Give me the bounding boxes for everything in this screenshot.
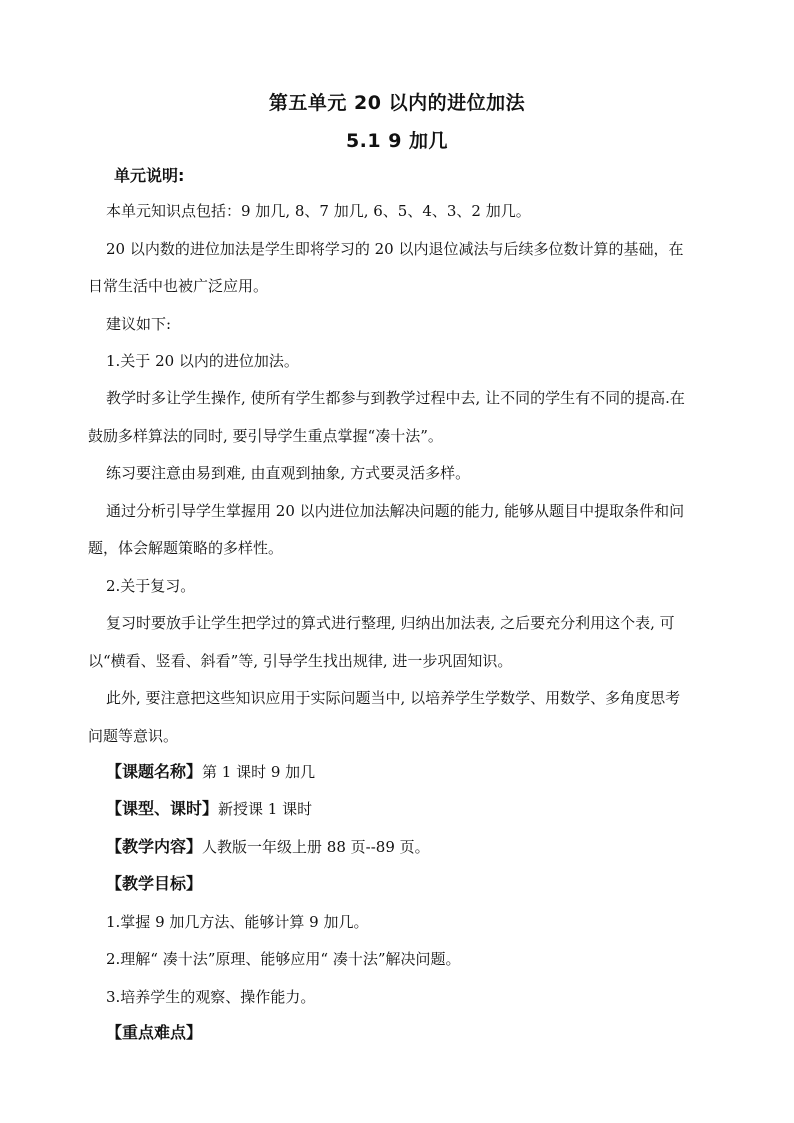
item2-paragraph-2-line-1: 此外, 要注意把这些知识应用于实际问题当中, 以培养学生学数学、用数学、多角度思考: [106, 689, 681, 707]
item2-paragraph-1-line-1: 复习时要放手让学生把学过的算式进行整理, 归纳出加法表, 之后要充分利用这个表, 可: [106, 614, 675, 632]
item1-paragraph-1-line-1: 教学时多让学生操作, 使所有学生都参与到教学过程中去, 让不同的学生有不同的提高.在: [106, 389, 685, 407]
lesson-content-value: 人教版一年级上册 88 页--89 页。: [202, 838, 430, 856]
advice-item-2: 2.关于复习。: [106, 577, 196, 595]
unit-title: 第五单元 20 以内的进位加法: [268, 92, 526, 114]
lesson-name-row: [106, 762, 315, 782]
lesson-type-label: 【课型、课时】: [106, 799, 219, 818]
item2-paragraph-2-line-2: 问题等意识。: [88, 727, 179, 745]
lesson-type-value: 新授课 1 课时: [218, 800, 313, 818]
lesson-name-label: 【课题名称】: [106, 762, 203, 781]
unit-paragraph-1: 本单元知识点包括：9 加几, 8、7 加几, 6、5、4、3、2 加几。: [106, 202, 531, 220]
key-points-row: [106, 1023, 202, 1043]
advice-item-1: 1.关于 20 以内的进位加法。: [106, 352, 299, 370]
lesson-goals-row: [106, 874, 202, 894]
lesson-type-row: [106, 799, 312, 819]
lesson-content-row: [106, 837, 430, 857]
item1-paragraph-2: 练习要注意由易到难, 由直观到抽象, 方式要灵活多样。: [106, 464, 471, 482]
item1-paragraph-3-line-2: 题，体会解题策略的多样性。: [88, 539, 284, 557]
unit-paragraph-2-line-2: 日常生活中也被广泛应用。: [88, 277, 269, 295]
lesson-content-label: 【教学内容】: [106, 837, 203, 856]
unit-paragraph-2-line-1: 20 以内数的进位加法是学生即将学习的 20 以内退位减法与后续多位数计算的基础，在: [106, 240, 684, 258]
goal-2: 2.理解“ 凑十法”原理、能够应用“ 凑十法”解决问题。: [106, 950, 461, 968]
item1-paragraph-1-line-2: 鼓励多样算法的同时, 要引导学生重点掌握“凑十法”。: [88, 427, 443, 445]
advice-heading: 建议如下:: [106, 315, 172, 333]
item1-paragraph-3-line-1: 通过分析引导学生掌握用 20 以内进位加法解决问题的能力, 能够从题目中提取条件和问: [106, 502, 685, 520]
unit-description-heading: 单元说明:: [114, 166, 185, 185]
lesson-goals-label: 【教学目标】: [106, 874, 203, 893]
lesson-subtitle: 5.1 9 加几: [345, 130, 449, 152]
key-points-label: 【重点难点】: [106, 1023, 203, 1042]
goal-3: 3.培养学生的观察、操作能力。: [106, 988, 316, 1006]
goal-1: 1.掌握 9 加几方法、能够计算 9 加几。: [106, 913, 369, 931]
lesson-name-value: 第 1 课时 9 加几: [202, 763, 316, 781]
item2-paragraph-1-line-2: 以“横看、竖看、斜看”等, 引导学生找出规律, 进一步巩固知识。: [88, 652, 513, 670]
